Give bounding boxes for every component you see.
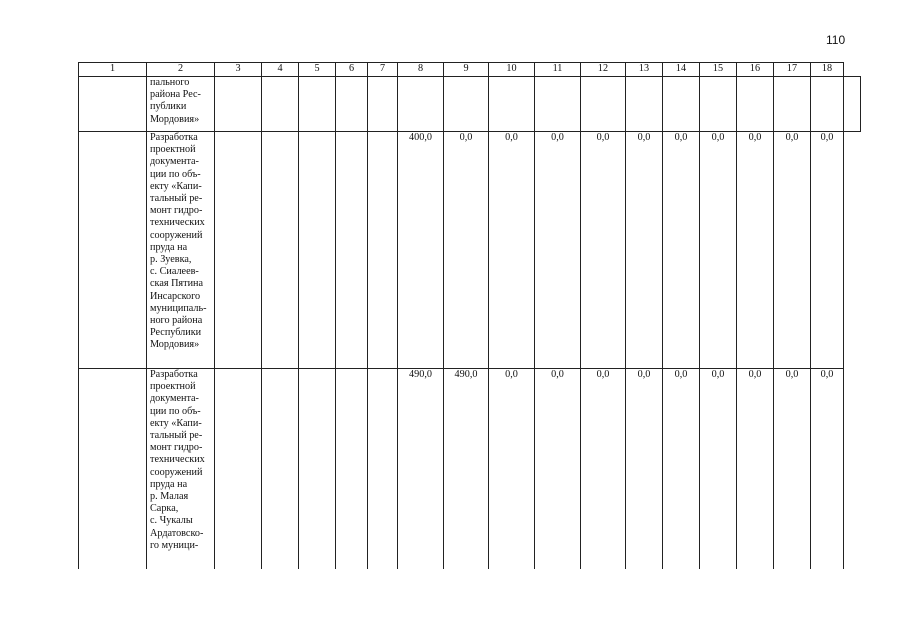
- value-cell: [336, 77, 368, 132]
- description-line: монт гидро-: [150, 205, 203, 217]
- description-line: го муници-: [150, 539, 199, 551]
- description-line: с. Сиалеев-: [150, 266, 199, 278]
- description-line: ного района: [150, 315, 203, 327]
- value-cell: 0,0: [737, 132, 774, 369]
- value-cell: 0,0: [626, 369, 663, 569]
- value-cell: 0,0: [737, 369, 774, 569]
- description-line: пального: [150, 77, 190, 88]
- description-cell: [147, 132, 215, 369]
- value-cell: [215, 369, 262, 569]
- value-cell: [336, 132, 368, 369]
- description-line: технических: [150, 454, 205, 466]
- value-cell: [336, 369, 368, 569]
- column-header: 17: [774, 63, 811, 77]
- row-number-cell: [79, 77, 147, 132]
- value-cell: [700, 77, 737, 132]
- value-cell: [262, 369, 299, 569]
- value-cell: [299, 132, 336, 369]
- description-line: тальный ре-: [150, 193, 203, 205]
- value-cell: 0,0: [489, 369, 535, 569]
- description-line: ции по объ-: [150, 168, 201, 180]
- description-line: ская Пятина: [150, 278, 203, 290]
- description-line: с. Чукалы: [150, 515, 193, 527]
- value-cell: [368, 77, 398, 132]
- description-line: муниципаль-: [150, 302, 207, 314]
- value-cell: 0,0: [700, 369, 737, 569]
- value-cell: [581, 77, 626, 132]
- value-cell: 0,0: [663, 369, 700, 569]
- description-line: Инсарского: [150, 290, 201, 302]
- value-cell: 0,0: [581, 132, 626, 369]
- description-line: Сарка,: [150, 503, 179, 515]
- value-cell: [626, 77, 663, 132]
- value-cell: 400,0: [398, 132, 444, 369]
- column-header: 4: [262, 63, 299, 77]
- description-line: екту «Капи-: [150, 417, 202, 429]
- description-line: публики: [150, 101, 187, 113]
- value-cell: [811, 77, 844, 132]
- description-line: сооружений: [150, 466, 203, 478]
- description-line: пруда на: [150, 478, 188, 490]
- page-number: 110: [826, 33, 846, 47]
- value-cell: [398, 77, 444, 132]
- value-cell: [774, 77, 811, 132]
- column-header: 6: [336, 63, 368, 77]
- description-line: Республики: [150, 327, 202, 339]
- column-header: 11: [535, 63, 581, 77]
- value-cell: [368, 369, 398, 569]
- value-cell: 0,0: [700, 132, 737, 369]
- description-line: Разработка: [150, 369, 198, 380]
- column-header: 18: [811, 63, 844, 77]
- value-cell: [299, 369, 336, 569]
- value-cell: 0,0: [626, 132, 663, 369]
- description-line: монт гидро-: [150, 442, 203, 454]
- value-cell: [215, 77, 262, 132]
- table-row: [79, 132, 861, 369]
- header-row: [79, 63, 861, 77]
- column-header: 9: [444, 63, 489, 77]
- value-cell: [368, 132, 398, 369]
- description-line: пруда на: [150, 241, 188, 253]
- column-header: 13: [626, 63, 663, 77]
- description-line: района Рес-: [150, 89, 201, 101]
- description-line: документа-: [150, 156, 199, 168]
- description-line: р. Зуевка,: [150, 254, 192, 266]
- value-cell: 0,0: [811, 369, 844, 569]
- value-cell: [444, 77, 489, 132]
- description-line: технических: [150, 217, 205, 229]
- value-cell: 490,0: [398, 369, 444, 569]
- value-cell: 0,0: [535, 369, 581, 569]
- description-line: ции по объ-: [150, 405, 201, 417]
- column-header: 16: [737, 63, 774, 77]
- value-cell: 490,0: [444, 369, 489, 569]
- column-header: 5: [299, 63, 336, 77]
- value-cell: 0,0: [444, 132, 489, 369]
- description-line: проектной: [150, 381, 196, 393]
- value-cell: 0,0: [811, 132, 844, 369]
- description-line: документа-: [150, 393, 199, 405]
- table-row: [79, 369, 861, 569]
- value-cell: 0,0: [774, 132, 811, 369]
- description-line: р. Малая: [150, 491, 189, 503]
- value-cell: [844, 77, 861, 132]
- value-cell: [535, 77, 581, 132]
- value-cell: 0,0: [774, 369, 811, 569]
- budget-table: [78, 62, 861, 569]
- column-header: 2: [147, 63, 215, 77]
- description-line: Мордовия»: [150, 113, 200, 125]
- row-number-cell: [79, 369, 147, 569]
- value-cell: [489, 77, 535, 132]
- table-row: [79, 77, 861, 132]
- description-line: тальный ре-: [150, 430, 203, 442]
- column-header: 8: [398, 63, 444, 77]
- value-cell: [262, 132, 299, 369]
- description-line: Ардатовско-: [150, 527, 204, 539]
- value-cell: 0,0: [581, 369, 626, 569]
- description-line: екту «Капи-: [150, 180, 202, 192]
- description-line: сооружений: [150, 229, 203, 241]
- column-header: 7: [368, 63, 398, 77]
- value-cell: [663, 77, 700, 132]
- column-header: 3: [215, 63, 262, 77]
- value-cell: 0,0: [663, 132, 700, 369]
- value-cell: 0,0: [535, 132, 581, 369]
- column-header: 12: [581, 63, 626, 77]
- description-line: Мордовия»: [150, 339, 200, 351]
- value-cell: [215, 132, 262, 369]
- column-header: 10: [489, 63, 535, 77]
- value-cell: [262, 77, 299, 132]
- row-number-cell: [79, 132, 147, 369]
- value-cell: 0,0: [489, 132, 535, 369]
- value-cell: [299, 77, 336, 132]
- description-cell: [147, 77, 215, 132]
- column-header: 14: [663, 63, 700, 77]
- description-line: Разработка: [150, 132, 198, 143]
- description-line: проектной: [150, 144, 196, 156]
- column-header: 15: [700, 63, 737, 77]
- description-cell: [147, 369, 215, 569]
- value-cell: [737, 77, 774, 132]
- column-header: 1: [79, 63, 147, 77]
